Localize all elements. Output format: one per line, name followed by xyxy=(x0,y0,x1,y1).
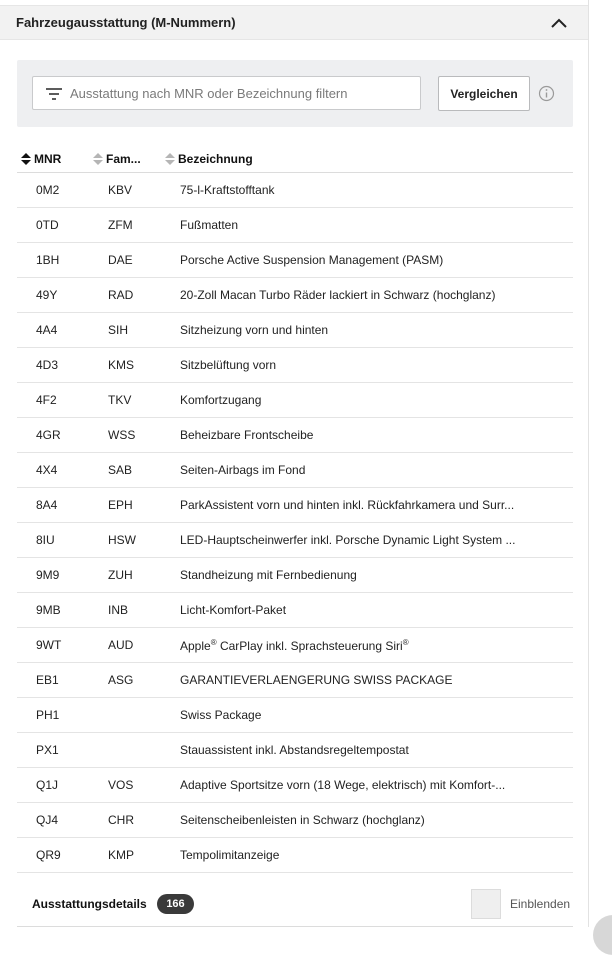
panel-header[interactable] xyxy=(0,5,588,40)
table-row[interactable] xyxy=(17,663,573,698)
cell-mnr: 49Y xyxy=(36,288,58,302)
show-details-toggle[interactable] xyxy=(471,889,501,919)
cell-description: Sitzbelüftung vorn xyxy=(180,358,277,372)
cell-description: Seiten-Airbags im Fond xyxy=(180,463,306,477)
column-header-label: Fam... xyxy=(106,152,141,166)
info-icon[interactable] xyxy=(538,85,555,102)
filter-icon xyxy=(44,86,64,102)
cell-mnr: 0TD xyxy=(36,218,59,232)
table-row[interactable] xyxy=(17,803,573,838)
cell-family: ZUH xyxy=(108,568,133,582)
cell-family: KMP xyxy=(108,848,135,862)
cell-mnr: 9M9 xyxy=(36,568,60,582)
cell-family: SIH xyxy=(108,323,129,337)
cell-description: Standheizung mit Fernbedienung xyxy=(180,568,357,582)
search-input[interactable] xyxy=(70,77,410,109)
table-row[interactable] xyxy=(17,453,573,488)
cell-mnr: 4F2 xyxy=(36,393,57,407)
cell-family: WSS xyxy=(108,428,136,442)
cell-description: Fußmatten xyxy=(180,218,239,232)
compare-button[interactable]: Vergleichen xyxy=(438,76,530,111)
chevron-up-icon[interactable] xyxy=(548,14,570,32)
cell-family: KBV xyxy=(108,183,133,197)
column-header-label: MNR xyxy=(34,152,62,166)
cell-family: RAD xyxy=(108,288,134,302)
cell-mnr: Q1J xyxy=(36,778,59,792)
cell-mnr: 4A4 xyxy=(36,323,58,337)
cell-mnr: 4D3 xyxy=(36,358,59,372)
cell-description: Swiss Package xyxy=(180,708,262,722)
cell-mnr: PX1 xyxy=(36,743,59,757)
cell-family: DAE xyxy=(108,253,133,267)
table-row[interactable] xyxy=(17,208,573,243)
cell-mnr: 0M2 xyxy=(36,183,60,197)
cell-family: AUD xyxy=(108,638,134,652)
cell-description: Adaptive Sportsitze vorn (18 Wege, elektrisch) mit Komfort-... xyxy=(180,778,506,792)
cell-mnr: QJ4 xyxy=(36,813,59,827)
cell-family: VOS xyxy=(108,778,134,792)
cell-description: Sitzheizung vorn und hinten xyxy=(180,323,329,337)
cell-family: ASG xyxy=(108,673,134,687)
table-row[interactable] xyxy=(17,418,573,453)
panel-title: Fahrzeugausstattung (M-Nummern) xyxy=(16,15,236,30)
table-row[interactable] xyxy=(17,593,573,628)
sort-icon xyxy=(21,153,31,165)
cell-description: Komfortzugang xyxy=(180,393,262,407)
cell-family: CHR xyxy=(108,813,134,827)
cell-family: EPH xyxy=(108,498,133,512)
table-row[interactable] xyxy=(17,278,573,313)
cell-description: 75-l-Kraftstofftank xyxy=(180,183,275,197)
count-badge: 166 xyxy=(157,894,194,914)
cell-mnr: 8IU xyxy=(36,533,55,547)
cell-description: Seitenscheibenleisten in Schwarz (hochglanz) xyxy=(180,813,425,827)
cell-description: ParkAssistent vorn und hinten inkl. Rückfahrkamera und Surr... xyxy=(180,498,515,512)
cell-mnr: 4X4 xyxy=(36,463,58,477)
cell-mnr: PH1 xyxy=(36,708,60,722)
table-row[interactable] xyxy=(17,698,573,733)
table-row[interactable] xyxy=(17,173,573,208)
cell-description: Tempolimitanzeige xyxy=(180,848,280,862)
table-row[interactable] xyxy=(17,628,573,663)
details-title: Ausstattungsdetails xyxy=(32,897,147,911)
cell-mnr: 1BH xyxy=(36,253,60,267)
table-row[interactable] xyxy=(17,523,573,558)
table-row[interactable] xyxy=(17,838,573,873)
cell-description: Licht-Komfort-Paket xyxy=(180,603,287,617)
column-header-description[interactable] xyxy=(165,152,253,166)
cell-mnr: EB1 xyxy=(36,673,59,687)
sort-icon xyxy=(165,153,175,165)
column-header-mnr[interactable] xyxy=(21,152,61,166)
cell-description: Porsche Active Suspension Management (PASM) xyxy=(180,253,444,267)
column-header-family[interactable] xyxy=(93,152,141,166)
cell-mnr: 9WT xyxy=(36,638,62,652)
cell-mnr: 9MB xyxy=(36,603,61,617)
cell-family: KMS xyxy=(108,358,135,372)
table-row[interactable] xyxy=(17,768,573,803)
table-row[interactable] xyxy=(17,383,573,418)
details-footer xyxy=(0,880,588,927)
cell-description: Beheizbare Frontscheibe xyxy=(180,428,314,442)
cell-mnr: QR9 xyxy=(36,848,61,862)
cell-family: TKV xyxy=(108,393,132,407)
cell-description: Stauassistent inkl. Abstandsregeltempostat xyxy=(180,743,409,757)
table-row[interactable] xyxy=(17,243,573,278)
table-row[interactable] xyxy=(17,348,573,383)
cell-family: INB xyxy=(108,603,129,617)
cell-description: GARANTIEVERLAENGERUNG SWISS PACKAGE xyxy=(180,673,453,687)
show-details-label[interactable]: Einblenden xyxy=(510,897,571,911)
table-row[interactable] xyxy=(17,558,573,593)
cell-description: 20-Zoll Macan Turbo Räder lackiert in Schwarz (hochglanz) xyxy=(180,288,496,302)
cell-description: Apple® CarPlay inkl. Sprachsteuerung Siri® xyxy=(180,638,409,653)
filter-bar xyxy=(17,60,573,127)
cell-mnr: 8A4 xyxy=(36,498,58,512)
table-header xyxy=(17,146,573,173)
table-row[interactable] xyxy=(17,488,573,523)
cell-family: HSW xyxy=(108,533,136,547)
table-row[interactable] xyxy=(17,733,573,768)
cell-mnr: 4GR xyxy=(36,428,61,442)
cell-family: ZFM xyxy=(108,218,133,232)
floating-action-button[interactable] xyxy=(593,915,612,955)
search-field[interactable] xyxy=(32,76,421,110)
sort-icon xyxy=(93,153,103,165)
column-header-label: Bezeichnung xyxy=(178,152,253,166)
equipment-table xyxy=(17,146,573,873)
cell-description: LED-Hauptscheinwerfer inkl. Porsche Dynamic Light System ... xyxy=(180,533,516,547)
cell-family: SAB xyxy=(108,463,133,477)
table-row[interactable] xyxy=(17,313,573,348)
